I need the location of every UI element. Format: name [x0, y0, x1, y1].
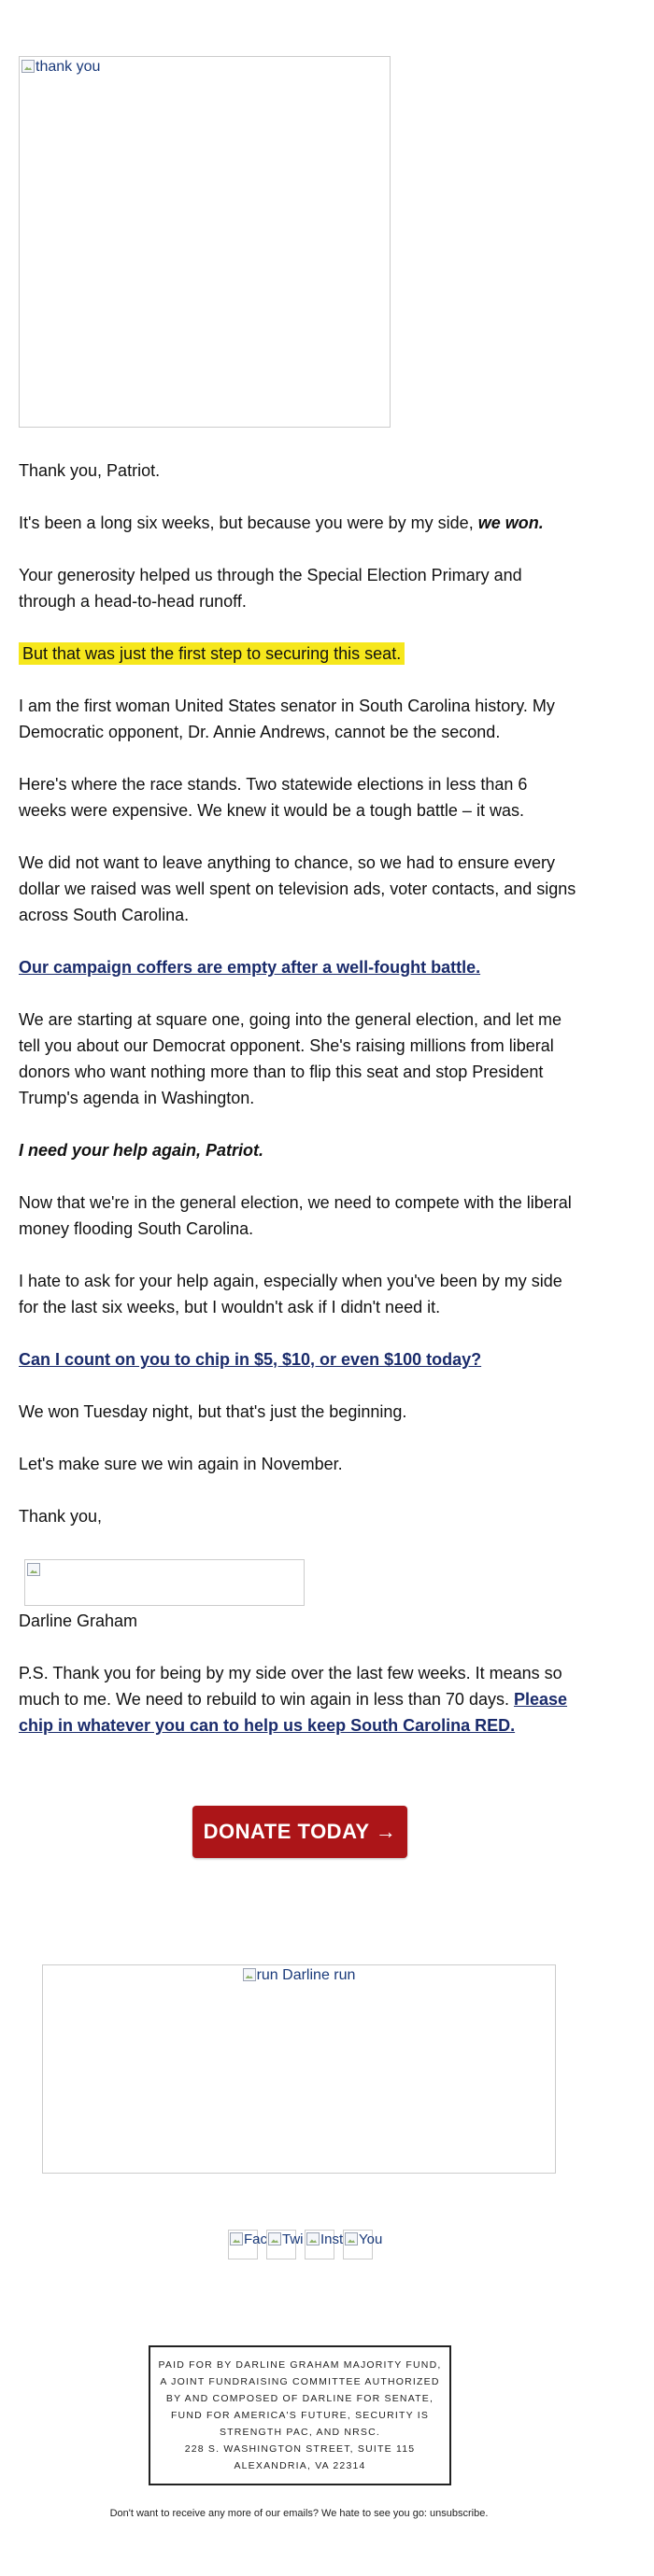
broken-image-icon: [27, 1563, 40, 1576]
closing: Thank you,: [19, 1507, 103, 1526]
chip-in-link[interactable]: Can I count on you to chip in $5, $10, or even $100 today?: [19, 1350, 482, 1369]
broken-image-icon: [243, 1968, 256, 1981]
broken-image-icon: [345, 2232, 358, 2245]
paragraph-won-tuesday: We won Tuesday night, but that's just the beginning.: [19, 1402, 407, 1421]
youtube-icon[interactable]: You: [343, 2230, 373, 2259]
paragraph-first-woman: I am the first woman United States senator in South Carolina history. My Democratic opponent, Dr. Annie Andrews, cannot be the second.: [19, 697, 555, 741]
paragraph-highlight: [19, 640, 579, 667]
broken-image-icon: [230, 2232, 243, 2245]
paragraph-hate-to-ask: I hate to ask for your help again, especially when you've been by my side for the last six weeks, but I wouldn't ask if I didn't need it.: [19, 1272, 562, 1316]
hero-image: [19, 56, 391, 428]
postscript: P.S. Thank you for being by my side over the last few weeks. It means so much to me. We need to rebuild to win again in less than 70 days. Please chip in whatever you can to help us keep South Carolina RED.: [19, 1664, 568, 1735]
hero-image-alt: thank you: [36, 59, 101, 75]
paragraph-need-help: I need your help again, Patriot.: [19, 1141, 264, 1160]
signature-name: Darline Graham: [19, 1612, 138, 1630]
broken-image-icon: [21, 60, 35, 73]
donate-button[interactable]: DONATE TODAY →: [192, 1806, 407, 1858]
broken-image-icon: [268, 2232, 281, 2245]
broken-image-icon: [306, 2232, 320, 2245]
paragraph-won: It's been a long six weeks, but because you were by my side, we won.: [19, 514, 544, 532]
paragraph-opponent: We are starting at square one, going into the general election, and let me tell you about our Democrat opponent. She's raising millions from liberal donors who want nothing more than to flip this seat and stop President Trump's agenda in Washington.: [19, 1010, 562, 1107]
twitter-icon[interactable]: Twi: [266, 2230, 296, 2259]
ps-donate-link[interactable]: Please chip in whatever you can to help us keep South Carolina RED.: [19, 1690, 568, 1735]
paragraph-november: Let's make sure we win again in November.: [19, 1455, 343, 1473]
facebook-icon[interactable]: Fac: [228, 2230, 258, 2259]
coffers-link[interactable]: Our campaign coffers are empty after a well-fought battle.: [19, 958, 481, 977]
instagram-icon[interactable]: Inst: [305, 2230, 334, 2259]
run-darline-image: [42, 1964, 556, 2174]
run-image-alt: run Darline run: [256, 1967, 356, 1983]
paragraph-general-election: Now that we're in the general election, we need to compete with the liberal money flooding South Carolina.: [19, 1193, 572, 1238]
paragraph-generosity: Your generosity helped us through the Special Election Primary and through a head-to-head runoff.: [19, 566, 522, 611]
unsubscribe-text[interactable]: Don't want to receive any more of our emails? We hate to see you go: unsubscribe.: [109, 2508, 489, 2519]
paragraph-coffers: [19, 954, 579, 980]
signature-image: [24, 1559, 305, 1606]
paragraph-race-stands: Here's where the race stands. Two statewide elections in less than 6 weeks were expensive. We knew it would be a tough battle – it was.: [19, 775, 528, 820]
we-won-emphasis: we won.: [477, 514, 544, 532]
paid-for-disclaimer: PAID FOR BY DARLINE GRAHAM MAJORITY FUND, A JOINT FUNDRAISING COMMITTEE AUTHORIZED BY AND COMPOSED OF DARLINE FOR SENATE, FUND FOR AMERICA'S FUTURE, SECURITY IS STRENGTH PAC, AND NRSC. 228 S. WASHINGTON STREET, SUITE 115 ALEXANDRIA, VA 22314: [149, 2345, 451, 2485]
highlighted-text: But that was just the first step to securing this seat.: [19, 642, 405, 665]
greeting: Thank you, Patriot.: [19, 461, 161, 480]
paragraph-chip-in: [19, 1346, 579, 1372]
paragraph-chance: We did not want to leave anything to chance, so we had to ensure every dollar we raised was well spent on television ads, voter contacts, and signs across South Carolina.: [19, 853, 576, 924]
